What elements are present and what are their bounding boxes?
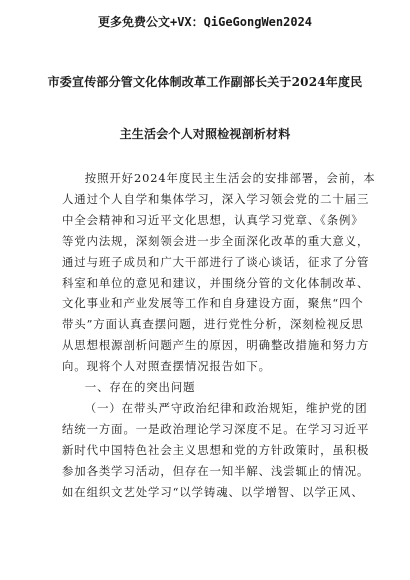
header-watermark-text: 更多免费公文+VX：QiGeGongWen2024 (97, 15, 313, 29)
body-line: 通过与班子成员和广大干部进行了谈心谈话，征求了分管 (62, 254, 370, 269)
section-heading: 一、存在的突出问题 (84, 380, 196, 395)
body-line: 等党内法规，深刻领会进一步全面深化改革的重大意义， (62, 233, 370, 248)
body-line: 人通过个人自学和集体学习，深入学习领会党的二十届三 (62, 191, 370, 206)
body-line: 结统一方面。一是政治理论学习深度不足。在学习习近平 (62, 421, 370, 436)
body-line: 中全会精神和习近平文化思想，认真学习党章、《条例》 (62, 212, 364, 227)
document-body (62, 168, 376, 503)
body-line: 如在组织文艺处学习“以学铸魂、以学增智、以学正风、 (62, 484, 364, 499)
body-line: 文化事业和产业发展等工作和自身建设方面，聚焦“四个 (62, 296, 364, 311)
body-line: （一）在带头严守政治纪律和政治规矩，维护党的团 (84, 400, 368, 415)
document-title-line-2: 主生活会个人对照检视剖析材料 (119, 127, 291, 141)
body-line: 参加各类学习活动，但存在一知半解、浅尝辄止的情况。 (62, 463, 370, 478)
body-line: 新时代中国特色社会主义思想和党的方针政策时，虽积极 (62, 442, 370, 457)
document-title-line-1: 市委宣传部分管文化体制改革工作副部长关于2024年度民 (47, 75, 363, 89)
body-line: 科室和单位的意见和建议，并围绕分管的文化体制改革、 (62, 275, 370, 290)
body-line: 从思想根源剖析问题产生的原因，明确整改措施和努力方 (62, 338, 370, 353)
body-line: 带头”方面认真查摆问题，进行党性分析，深刻检视反思 (62, 317, 364, 332)
body-line: 按照开好2024年度民主生活会的安排部署，会前，本 (84, 171, 376, 185)
body-line: 向。现将个人对照查摆情况报告如下。 (62, 359, 271, 374)
